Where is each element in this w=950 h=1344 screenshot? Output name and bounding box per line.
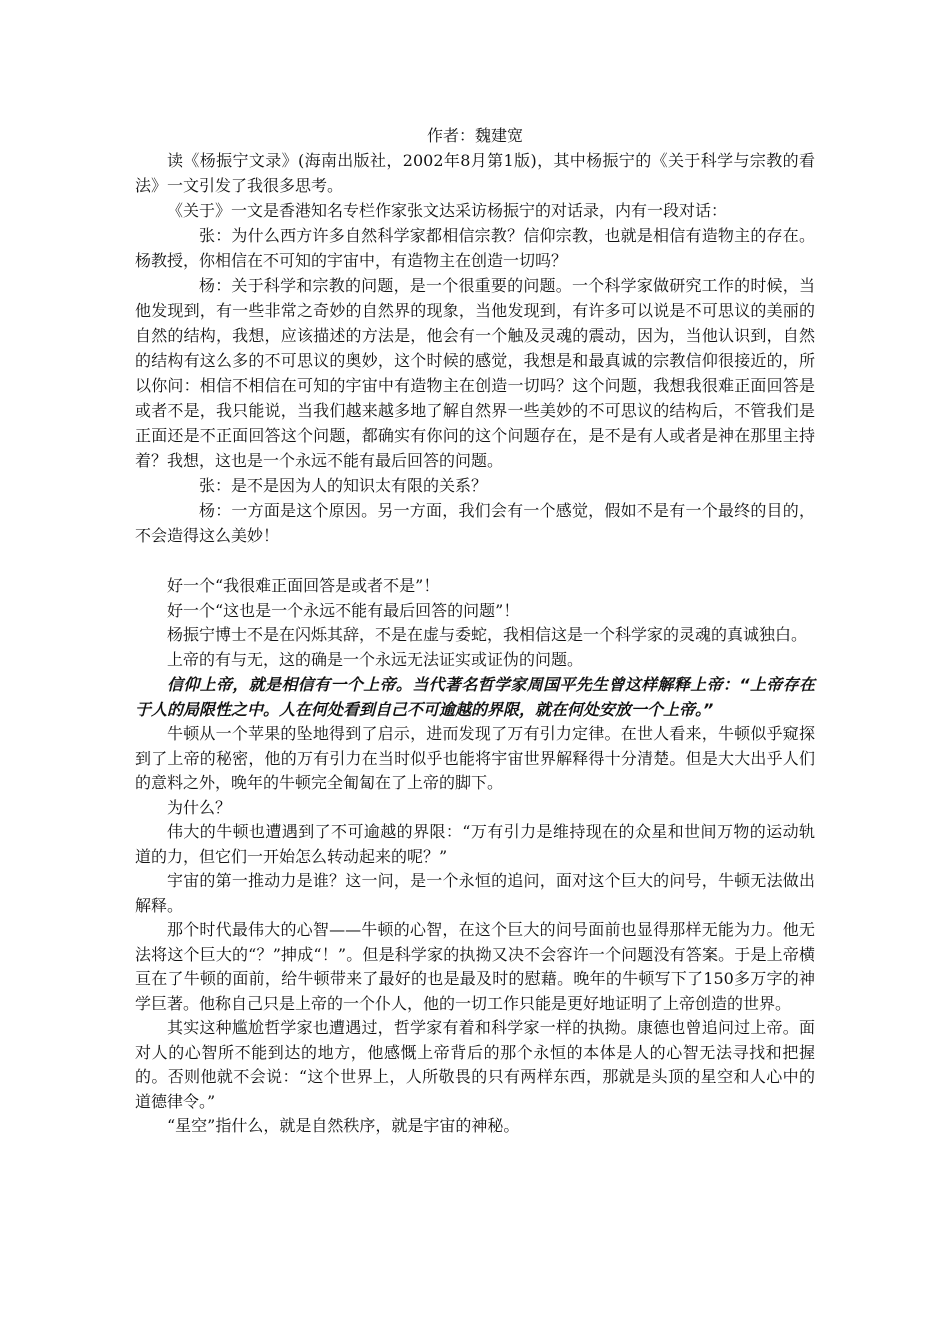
reflection-paragraph: 好一个“这也是一个永远不能有最后回答的问题”！	[167, 600, 520, 620]
reflection-paragraph: 杨振宁博士不是在闪烁其辞，不是在虚与委蛇，我相信这是一个科学家的灵魂的真诚独白。	[167, 625, 808, 644]
kant-paragraph: 其实这种尴尬哲学家也遭遇过，哲学家有着和科学家一样的执拗。康德也曾追问过上帝。面对人的心智所不能到达的地方，他感慨上帝背后的那个永恒的本体是人的心智无法寻找和把握的。否则他就不会说：“这个世界上，人所敬畏的只有两样东西，那就是头顶的星空和人心中的道德律令。”	[135, 1018, 815, 1111]
newton-paragraph: 伟大的牛顿也遭遇到了不可逾越的界限：“万有引力是维持现在的众星和世间万物的运动轨道的力，但它们一开始怎么转动起来的呢？”	[135, 822, 815, 866]
document-body	[135, 124, 815, 1139]
newton-paragraph: 那个时代最伟大的心智——牛顿的心智，在这个巨大的问号面前也显得那样无能为力。他无法将这个巨大的“？”抻成“！”。但是科学家的执拗又决不会容许一个问题没有答案。于是上帝横亘在了牛顿的面前，给牛顿带来了最好的也是最及时的慰藉。晚年的牛顿写下了150多万字的神学巨著。他称自己只是上帝的一个仆人，他的一切工作只能是更好地证明了上帝创造的世界。	[135, 920, 815, 1013]
dialogue-zhang-question: 张：是不是因为人的知识太有限的关系？	[199, 476, 488, 495]
intro-paragraph: 《关于》一文是香港知名专栏作家张文达采访杨振宁的对话录，内有一段对话：	[167, 201, 728, 220]
intro-paragraph: 读《杨振宁文录》(海南出版社，2002年8月第1版)，其中杨振宁的《关于科学与宗教的看法》一文引发了我很多思考。	[135, 151, 815, 195]
reflection-paragraph: 好一个“我很难正面回答是或者不是”！	[167, 576, 440, 595]
newton-paragraph: 牛顿从一个苹果的坠地得到了启示，进而发现了万有引力定律。在世人看来，牛顿似乎窥探到了上帝的秘密，他的万有引力在当时似乎也能将宇宙世界解释得十分清楚。但是大大出乎人们的意料之外，晚年的牛顿完全匍匐在了上帝的脚下。	[135, 724, 815, 792]
bold-quote-paragraph: 信仰上帝，就是相信有一个上帝。当代著名哲学家周国平先生曾这样解释上帝：“上帝存在于人的局限性之中。人在何处看到自己不可逾越的界限，就在何处安放一个上帝。”	[135, 675, 815, 719]
question-line: 为什么？	[167, 797, 232, 817]
dialogue-zhang-question: 张：为什么西方许多自然科学家都相信宗教？信仰宗教，也就是相信有造物主的存在。杨教授，你相信在不可知的宇宙中，有造物主在创造一切吗？	[135, 226, 815, 270]
reflection-paragraph: 上帝的有与无，这的确是一个永远无法证实或证伪的问题。	[167, 649, 584, 669]
dialogue-yang-answer: 杨：关于科学和宗教的问题，是一个很重要的问题。一个科学家做研究工作的时候，当他发现到，有一些非常之奇妙的自然界的现象，当他发现到，有许多可以说是不可思议的美丽的自然的结构，我想，应该描述的方法是，他会有一个触及灵魂的震动，因为，当他认识到，自然的结构有这么多的不可思议的奥妙，这个时候的感觉，我想是和最真诚的宗教信仰很接近的，所以你问：相信不相信在可知的宇宙中有造物主在创造一切吗？这个问题，我想我很难正面回答是或者不是，我只能说，当我们越来越多地了解自然界一些美妙的不可思议的结构后，不管我们是正面还是不正面回答这个问题，都确实有你问的这个问题存在，是不是有人或者是神在那里主持着？我想，这也是一个永远不能有最后回答的问题。	[135, 276, 815, 470]
paragraph-gap	[135, 548, 815, 574]
newton-paragraph: 宇宙的第一推动力是谁？这一问，是一个永恒的追问，面对这个巨大的问号，牛顿无法做出解释。	[135, 871, 815, 915]
dialogue-yang-answer: 杨：一方面是这个原因。另一方面，我们会有一个感觉，假如不是有一个最终的目的，不会造得这么美妙！	[135, 501, 815, 545]
author-line: 作者：魏建宽	[426, 126, 523, 145]
closing-paragraph: “星空”指什么，就是自然秩序，就是宇宙的神秘。	[167, 1116, 520, 1135]
reflection-section	[135, 574, 815, 1139]
